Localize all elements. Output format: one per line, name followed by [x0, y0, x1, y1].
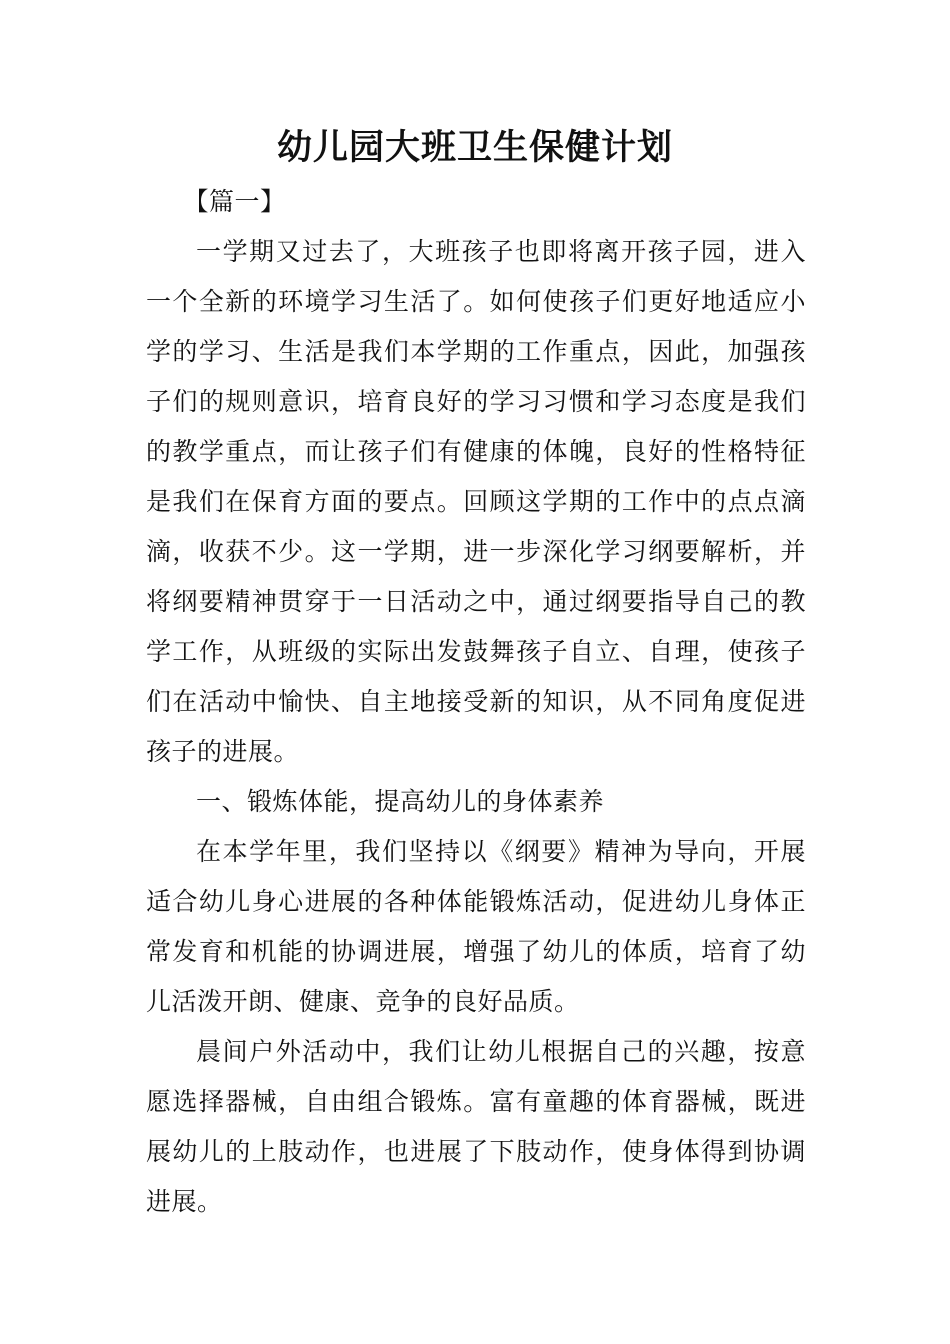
section-label: 【篇一】: [183, 187, 286, 216]
paragraph-physical-training: 在本学年里，我们坚持以《纲要》精神为导向，开展适合幼儿身心进展的各种体能锻炼活动，促进幼儿身体正常发育和机能的协调进展，增强了幼儿的体质，培育了幼儿活泼开朗、健康、竞争的良好品质。: [146, 837, 806, 1016]
document-title: 幼儿园大班卫生保健计划: [276, 128, 673, 168]
section-heading: 一、锻炼体能，提高幼儿的身体素养: [196, 787, 605, 816]
paragraph-morning-activities: 晨间户外活动中，我们让幼儿根据自己的兴趣，按意愿选择器械，自由组合锻炼。富有童趣的体育器械，既进展幼儿的上肢动作，也进展了下肢动作，使身体得到协调进展。: [146, 1037, 806, 1216]
paragraph-intro: 一学期又过去了，大班孩子也即将离开孩子园，进入一个全新的环境学习生活了。如何使孩子们更好地适应小学的学习、生活是我们本学期的工作重点，因此，加强孩子们的规则意识，培育良好的学习习惯和学习态度是我们的教学重点，而让孩子们有健康的体魄，良好的性格特征是我们在保育方面的要点。回顾这学期的工作中的点点滴滴，收获不少。这一学期，进一步深化学习纲要解析，并将纲要精神贯穿于一日活动之中，通过纲要指导自己的教学工作，从班级的实际出发鼓舞孩子自立、自理，使孩子们在活动中愉快、自主地接受新的知识，从不同角度促进孩子的进展。: [146, 237, 806, 766]
document-body: [146, 177, 806, 1227]
